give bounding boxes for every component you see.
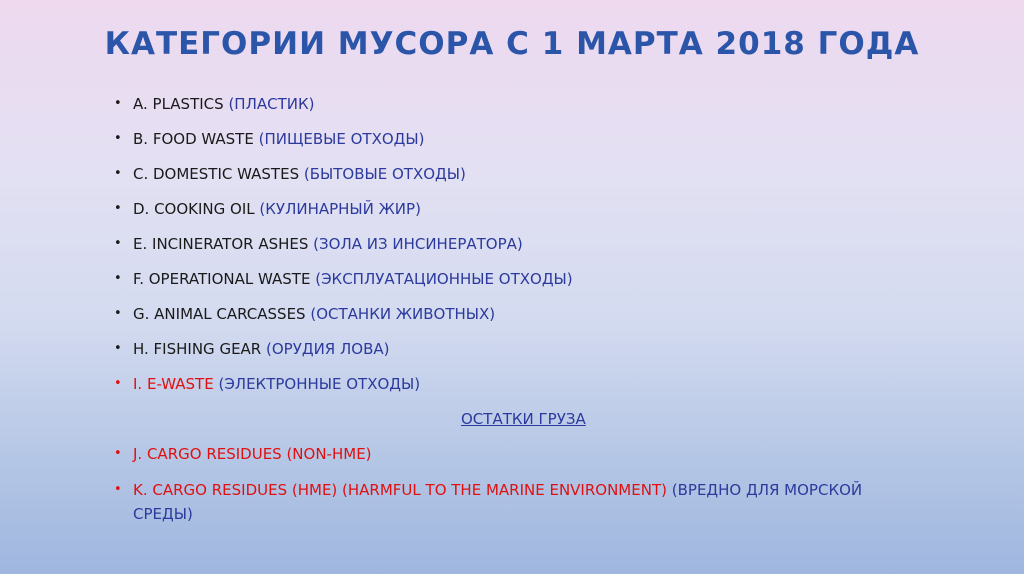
category-en: J. CARGO RESIDUES (NON-HME) bbox=[133, 445, 372, 463]
cargo-residues-heading bbox=[112, 408, 912, 443]
category-en: G. ANIMAL CARCASSES bbox=[133, 305, 306, 323]
category-ru: (БЫТОВЫЕ ОТХОДЫ) bbox=[303, 165, 466, 183]
list-item bbox=[112, 93, 912, 128]
category-en: H. FISHING GEAR bbox=[133, 340, 262, 358]
category-ru: (ЗОЛА ИЗ ИНСИНЕРАТОРА) bbox=[313, 235, 523, 253]
category-en: F. OPERATIONAL WASTE bbox=[133, 270, 311, 288]
category-ru: (ПЛАСТИК) bbox=[228, 95, 315, 113]
bullet-icon: • bbox=[114, 306, 122, 321]
category-ru: (ПИЩЕВЫЕ ОТХОДЫ) bbox=[258, 130, 425, 148]
bullet-icon: • bbox=[114, 166, 122, 181]
list-item bbox=[112, 268, 912, 303]
category-en: E. INCINERATOR ASHES bbox=[133, 235, 309, 253]
list-item bbox=[112, 478, 893, 526]
bullet-icon: • bbox=[114, 376, 122, 391]
slide-title: КАТЕГОРИИ МУСОРА С 1 МАРТА 2018 ГОДА bbox=[104, 26, 920, 62]
bullet-icon: • bbox=[114, 341, 122, 356]
bullet-icon: • bbox=[114, 201, 122, 216]
list-item bbox=[112, 163, 912, 198]
bullet-icon: • bbox=[114, 446, 122, 461]
list-item bbox=[112, 303, 912, 338]
cargo-residues-link[interactable]: ОСТАТКИ ГРУЗА bbox=[461, 410, 586, 428]
category-ru: (ВРЕДНО ДЛЯ МОРСКОЙ СРЕДЫ) bbox=[133, 481, 863, 523]
category-ru: (ОСТАНКИ ЖИВОТНЫХ) bbox=[310, 305, 496, 323]
list-item bbox=[112, 128, 912, 163]
list-item bbox=[112, 198, 912, 233]
category-ru: (ОРУДИЯ ЛОВА) bbox=[266, 340, 390, 358]
list-item bbox=[112, 373, 912, 408]
category-en: A. PLASTICS bbox=[133, 95, 224, 113]
category-en: C. DOMESTIC WASTES bbox=[133, 165, 300, 183]
bullet-icon: • bbox=[114, 96, 122, 111]
bullet-icon: • bbox=[114, 271, 122, 286]
category-ru: (ЭЛЕКТРОННЫЕ ОТХОДЫ) bbox=[218, 375, 421, 393]
bullet-icon: • bbox=[114, 482, 122, 497]
category-en: D. COOKING OIL bbox=[133, 200, 255, 218]
list-item bbox=[112, 233, 912, 268]
list-item bbox=[112, 338, 912, 373]
category-en: K. CARGO RESIDUES (HME) (HARMFUL TO THE MARINE ENVIRONMENT) bbox=[133, 481, 667, 499]
waste-category-list bbox=[112, 93, 912, 526]
bullet-icon: • bbox=[114, 131, 122, 146]
list-item bbox=[112, 443, 912, 478]
category-ru: (ЭКСПЛУАТАЦИОННЫЕ ОТХОДЫ) bbox=[315, 270, 573, 288]
bullet-icon: • bbox=[114, 236, 122, 251]
category-en: I. E-WASTE bbox=[133, 375, 214, 393]
category-ru: (КУЛИНАРНЫЙ ЖИР) bbox=[259, 200, 421, 218]
category-en: B. FOOD WASTE bbox=[133, 130, 254, 148]
